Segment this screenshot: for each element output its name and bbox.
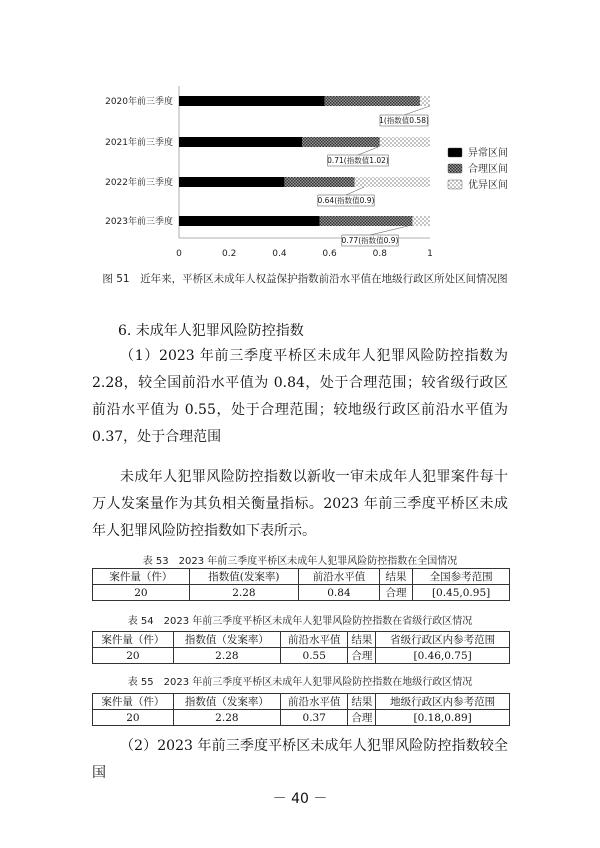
legend-swatch — [448, 180, 462, 189]
header-cell: 结果 — [379, 569, 412, 585]
bar-segment — [284, 177, 354, 187]
category-label: 2021年前三季度 — [105, 138, 173, 148]
header-cell: 指数值（发案率） — [173, 694, 280, 710]
bar-segment — [302, 137, 380, 147]
table-header-row — [93, 632, 510, 648]
table-cell: 20 — [93, 585, 190, 601]
annotation-callout — [318, 187, 375, 206]
bar-segment — [325, 96, 420, 106]
table-55 — [92, 693, 510, 726]
table-header-row — [93, 694, 510, 710]
figure-caption: 图 51 近年来，平桥区未成年人权益保护指数前沿水平值在地级行政区所处区间情况图 — [102, 273, 508, 285]
header-cell: 前沿水平值 — [280, 632, 348, 648]
category-label: 2022年前三季度 — [105, 178, 173, 188]
table-55-title: 表 55 2023 年前三季度平桥区未成年人犯罪风险防控指数在地级行政区情况 — [127, 677, 473, 688]
table-54 — [92, 631, 510, 664]
annotation-callout — [327, 147, 389, 166]
legend-label: 合理区间 — [468, 164, 508, 175]
table-cell: 合理 — [348, 648, 376, 664]
bar-segment — [179, 177, 284, 187]
header-cell: 案件量（件） — [93, 632, 174, 648]
header-cell: 结果 — [348, 694, 376, 710]
callout-leader — [370, 226, 408, 235]
table-cell: 0.37 — [280, 710, 348, 726]
header-cell: 地级行政区内参考范围 — [376, 694, 510, 710]
x-tick-label: 0.4 — [272, 249, 287, 259]
x-tick-labels — [176, 249, 433, 259]
category-label: 2020年前三季度 — [105, 97, 173, 107]
header-cell: 指数值（发案率） — [173, 632, 280, 648]
annotation-label: 0.77(指数值0.9) — [341, 236, 399, 245]
bar-segment — [355, 177, 430, 187]
x-tick-label: 0.2 — [222, 249, 237, 259]
table-header-row — [93, 569, 510, 585]
header-cell: 结果 — [348, 632, 376, 648]
table-cell: 2.28 — [173, 710, 280, 726]
annotation-label: 0.71(指数值1.02) — [327, 156, 389, 165]
table-cell: 20 — [93, 648, 174, 664]
table-cell: [0.46,0.75] — [376, 648, 510, 664]
callout-leader — [404, 106, 430, 115]
table-cell: 2.28 — [189, 585, 298, 601]
header-cell: 案件量（件） — [93, 694, 174, 710]
callout-leader — [346, 187, 364, 195]
table-53 — [92, 568, 510, 601]
paragraph-2: 未成年人犯罪风险防控指数以新收一审未成年人犯罪案件每十万人发案量作为其负相关衡量指标。2023 年前三季度平桥区未成年人犯罪风险防控指数如下表所示。 — [92, 469, 508, 539]
callout-leader — [358, 147, 378, 155]
legend-swatch — [448, 148, 462, 157]
header-cell: 指数值(发案率) — [189, 569, 298, 585]
bar-segment — [179, 216, 320, 226]
bar-segment — [420, 96, 430, 106]
header-cell: 前沿水平值 — [280, 694, 348, 710]
bar-segment — [412, 216, 430, 226]
category-label: 2023年前三季度 — [105, 217, 173, 227]
table-cell: 20 — [93, 710, 174, 726]
header-cell: 案件量（件） — [93, 569, 190, 585]
table-cell: [0.18,0.89] — [376, 710, 510, 726]
table-cell: 2.28 — [173, 648, 280, 664]
category-labels — [105, 95, 173, 227]
paragraph-3: （2）2023 年前三季度平桥区未成年人犯罪风险防控指数较全国 — [92, 738, 508, 781]
x-tick-label: 0 — [176, 249, 182, 259]
legend-label: 优异区间 — [468, 180, 508, 191]
x-tick-label: 0.8 — [372, 249, 387, 259]
chart-legend — [448, 146, 508, 191]
bar-segment — [380, 137, 430, 147]
annotation-callout — [342, 226, 408, 246]
annotation-callout — [379, 106, 430, 126]
table-row — [93, 648, 510, 664]
x-tick-label: 1 — [427, 249, 433, 259]
legend-label: 异常区间 — [468, 148, 508, 159]
section-heading: 6. 未成年人犯罪风险防控指数 — [118, 323, 304, 339]
legend-swatch — [448, 164, 462, 173]
header-cell: 前沿水平值 — [299, 569, 380, 585]
annotation-label: 1(指数值0.58) — [379, 116, 429, 125]
table-cell: [0.45,0.95] — [413, 585, 510, 601]
header-cell: 省级行政区内参考范围 — [376, 632, 510, 648]
table-row — [93, 585, 510, 601]
table-cell: 0.55 — [280, 648, 348, 664]
annotation-label: 0.64(指数值0.9) — [317, 196, 375, 205]
table-row — [93, 710, 510, 726]
table-53-title: 表 53 2023 年前三季度平桥区未成年人犯罪风险防控指数在全国情况 — [142, 556, 458, 567]
table-cell: 0.84 — [299, 585, 380, 601]
x-tick-label: 0.6 — [322, 249, 337, 259]
bar-segment — [179, 137, 302, 147]
stacked-bar-chart — [0, 0, 600, 270]
table-cell: 合理 — [348, 710, 376, 726]
bar-segment — [320, 216, 413, 226]
page-number: － 40 － — [272, 791, 328, 807]
header-cell: 全国参考范围 — [413, 569, 510, 585]
table-cell: 合理 — [379, 585, 412, 601]
table-54-title: 表 54 2023 年前三季度平桥区未成年人犯罪风险防控指数在省级行政区情况 — [127, 616, 473, 627]
bar-segment — [179, 96, 325, 106]
paragraph-1: （1）2023 年前三季度平桥区未成年人犯罪风险防控指数为 2.28，较全国前沿水平值为 0.84，处于合理范围；较省级行政区前沿水平值为 0.55，处于合理范围；较地级行政区前沿水平值为 0.37，处于合理范围 — [92, 348, 508, 445]
